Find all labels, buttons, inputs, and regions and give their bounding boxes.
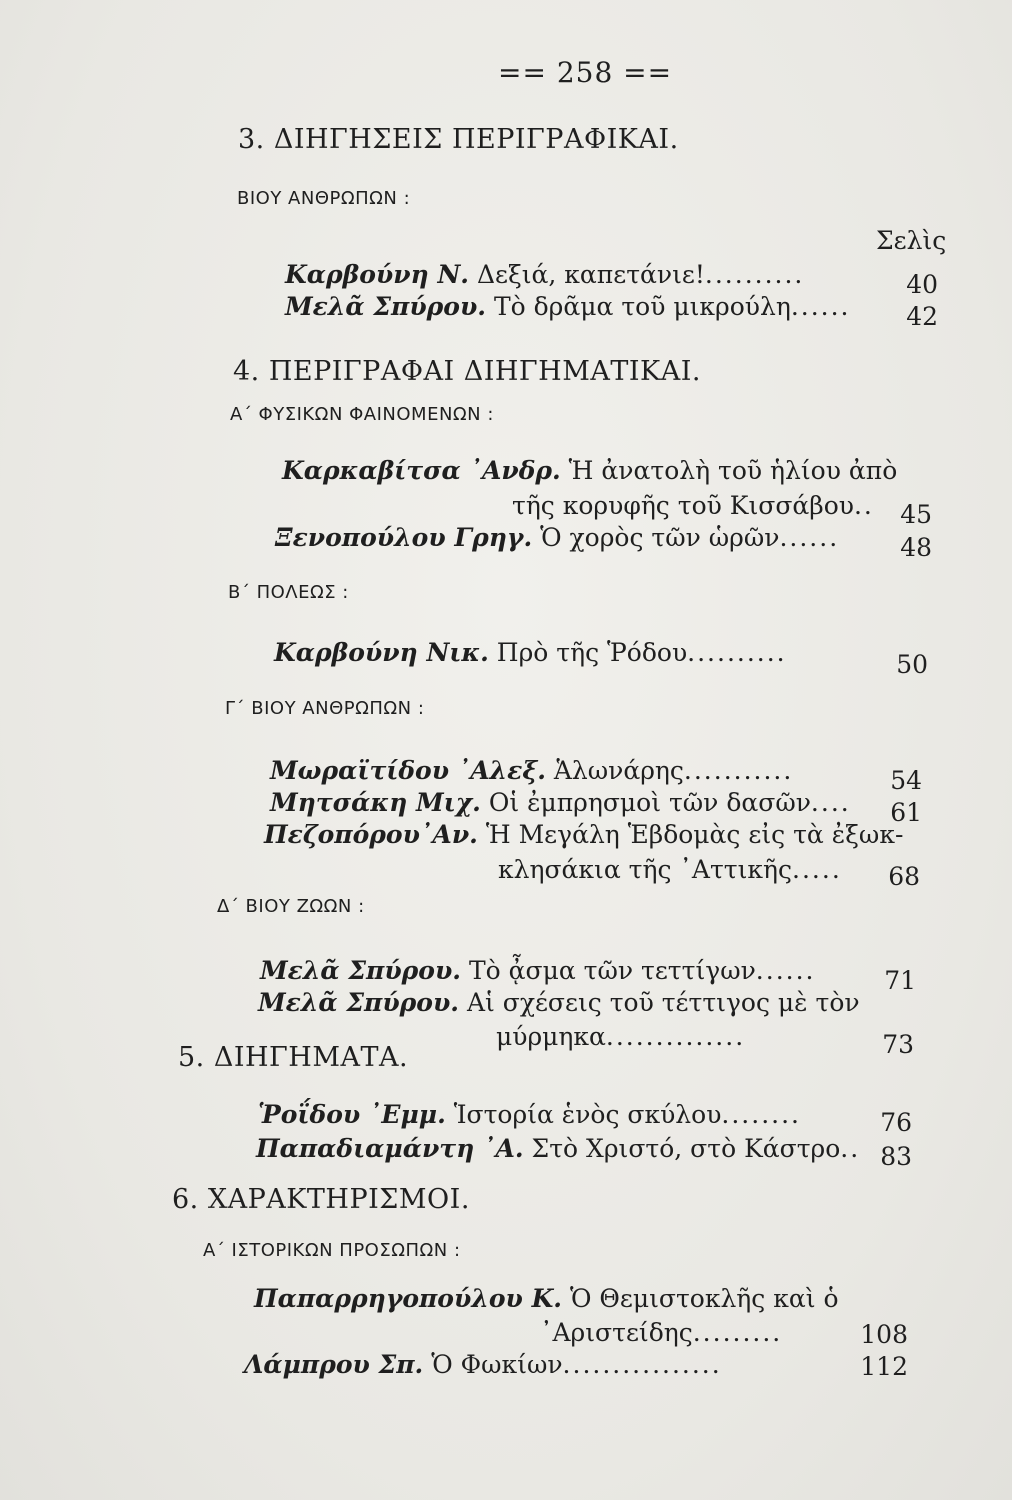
entry-title: Ἡ ἀνατολὴ τοῦ ἡλίου ἀπὸ xyxy=(560,456,898,485)
entry-title: Στὸ Χριστό, στὸ Κάστρο xyxy=(523,1134,841,1163)
toc-entry xyxy=(274,638,787,667)
entry-author: Μητσάκη Μιχ. xyxy=(270,788,481,817)
entry-page: 48 xyxy=(900,533,932,562)
entry-title: Αἱ σχέσεις τοῦ τέττιγος μὲ τὸν xyxy=(459,988,860,1017)
entry-title: Πρὸ τῆς Ῥόδου xyxy=(488,638,688,667)
entry-title: Δεξιά, καπετάνιε! xyxy=(469,260,705,289)
toc-entry xyxy=(260,956,815,985)
subsection-title: ΒΙΟΥ ΑΝΘΡΩΠΩΝ : xyxy=(237,188,411,209)
section-title: 4. ΠΕΡΙΓΡΑΦΑΙ ΔΙΗΓΗΜΑΤΙΚΑΙ. xyxy=(233,356,701,387)
entry-leader: ..... xyxy=(792,855,842,884)
section-title: 5. ΔΙΗΓΗΜΑΤΑ. xyxy=(178,1042,409,1073)
entry-author: Καρβούνη Νικ. xyxy=(274,638,489,667)
section-title: 3. ΔΙΗΓΗΣΕΙΣ ΠΕΡΙΓΡΑΦΙΚΑΙ. xyxy=(238,124,679,155)
entry-author: Παπαδιαμάντη ᾿Α. xyxy=(256,1134,524,1163)
entry-page: 40 xyxy=(906,270,938,299)
entry-title: Τὸ ᾆσμα τῶν τεττίγων xyxy=(461,956,756,985)
subsection-title: Α΄ ΦΥΣΙΚΩΝ ΦΑΙΝΟΜΕΝΩΝ : xyxy=(230,404,494,425)
entry-title: Ὁ χορὸς τῶν ὡρῶν xyxy=(532,523,780,552)
subsection-title: Γ΄ ΒΙΟΥ ΑΝΘΡΩΠΩΝ : xyxy=(225,698,425,719)
entry-title-cont: ᾿Αριστείδης xyxy=(540,1318,693,1347)
entry-page: 68 xyxy=(888,862,920,891)
entry-page: 42 xyxy=(906,302,938,331)
entry-page: 71 xyxy=(884,966,916,995)
toc-entry xyxy=(244,1350,722,1379)
entry-author: Μελᾶ Σπύρου. xyxy=(285,292,487,321)
toc-entry xyxy=(270,788,851,817)
entry-leader: .... xyxy=(810,788,851,817)
entry-page: 73 xyxy=(882,1030,914,1059)
entry-leader: ...... xyxy=(779,523,840,552)
entry-leader: .............. xyxy=(605,1022,746,1051)
entry-leader: ........ xyxy=(721,1100,801,1129)
entry-page: 61 xyxy=(890,798,922,827)
toc-entry xyxy=(285,260,804,289)
entry-leader: ................ xyxy=(562,1350,722,1379)
entry-page: 108 xyxy=(860,1320,908,1349)
entry-page: 83 xyxy=(880,1142,912,1171)
entry-author: Παπαρρηγοπούλου Κ. xyxy=(254,1284,563,1313)
page-column-header: Σελὶς xyxy=(876,226,947,255)
entry-title: Ὁ Φωκίων xyxy=(423,1350,563,1379)
entry-page: 50 xyxy=(896,650,928,679)
toc-entry xyxy=(256,1134,860,1163)
entry-page: 112 xyxy=(860,1352,908,1381)
entry-leader: .. xyxy=(853,491,874,520)
toc-entry xyxy=(258,988,860,1017)
subsection-title: Δ΄ ΒΙΟΥ ΖΩΩΝ : xyxy=(217,896,365,917)
toc-entry-continuation xyxy=(496,1022,745,1051)
entry-leader: .. xyxy=(840,1134,861,1163)
entry-page: 45 xyxy=(900,500,932,529)
entry-author: Καρκαβίτσα ᾿Ανδρ. xyxy=(282,456,561,485)
entry-author: Λάμπρου Σπ. xyxy=(244,1350,424,1379)
section-title: 6. ΧΑΡΑΚΤΗΡΙΣΜΟΙ. xyxy=(172,1184,470,1215)
entry-title: Τὸ δρᾶμα τοῦ μικρούλη xyxy=(486,292,791,321)
toc-entry xyxy=(270,756,793,785)
toc-entry-continuation xyxy=(540,1318,782,1347)
entry-title: Ἡ Μεγάλη Ἑβδομὰς εἰς τὰ ἐξωκ- xyxy=(477,820,904,849)
entry-author: Καρβούνη Ν. xyxy=(285,260,469,289)
entry-title: Ἁλωνάρης xyxy=(545,756,684,785)
entry-page: 54 xyxy=(890,766,922,795)
entry-author: Μελᾶ Σπύρου. xyxy=(260,956,462,985)
entry-leader: ...... xyxy=(755,956,816,985)
entry-title: Οἱ ἐμπρησμοὶ τῶν δασῶν xyxy=(480,788,811,817)
entry-leader: .......... xyxy=(687,638,787,667)
entry-leader: .......... xyxy=(704,260,805,289)
toc-entry xyxy=(254,1284,839,1313)
entry-author: Μελᾶ Σπύρου. xyxy=(258,988,460,1017)
entry-title-cont: κλησάκια τῆς ᾿Αττικῆς xyxy=(498,855,793,884)
toc-entry xyxy=(282,456,897,485)
entry-author: Πεζοπόρου᾿Αν. xyxy=(264,820,478,849)
toc-entry-continuation xyxy=(512,491,874,520)
entry-title: Ὁ Θεμιστοκλῆς καὶ ὁ xyxy=(562,1284,839,1313)
entry-author: Ῥοΐδου ᾿Εμμ. xyxy=(258,1100,446,1129)
entry-title-cont: τῆς κορυφῆς τοῦ Κισσάβου xyxy=(512,491,854,520)
subsection-title: Α΄ ΙΣΤΟΡΙΚΩΝ ΠΡΟΣΩΠΩΝ : xyxy=(203,1240,461,1261)
page-number: == 258 == xyxy=(498,56,673,89)
toc-entry xyxy=(258,1100,801,1129)
entry-author: Ξενοπούλου Γρηγ. xyxy=(275,523,533,552)
toc-entry-continuation xyxy=(498,855,842,884)
entry-author: Μωραϊτίδου ᾿Αλεξ. xyxy=(270,756,546,785)
toc-entry xyxy=(275,523,839,552)
subsection-title: Β΄ ΠΟΛΕΩΣ : xyxy=(228,582,349,603)
entry-page: 76 xyxy=(880,1108,912,1137)
entry-leader: ...... xyxy=(790,292,851,321)
entry-leader: ........... xyxy=(683,756,794,785)
entry-title: Ἱστορία ἑνὸς σκύλου xyxy=(445,1100,722,1129)
toc-entry xyxy=(264,820,903,849)
entry-leader: ......... xyxy=(692,1318,783,1347)
entry-title-cont: μύρμηκα xyxy=(496,1022,606,1051)
toc-entry xyxy=(285,292,851,321)
